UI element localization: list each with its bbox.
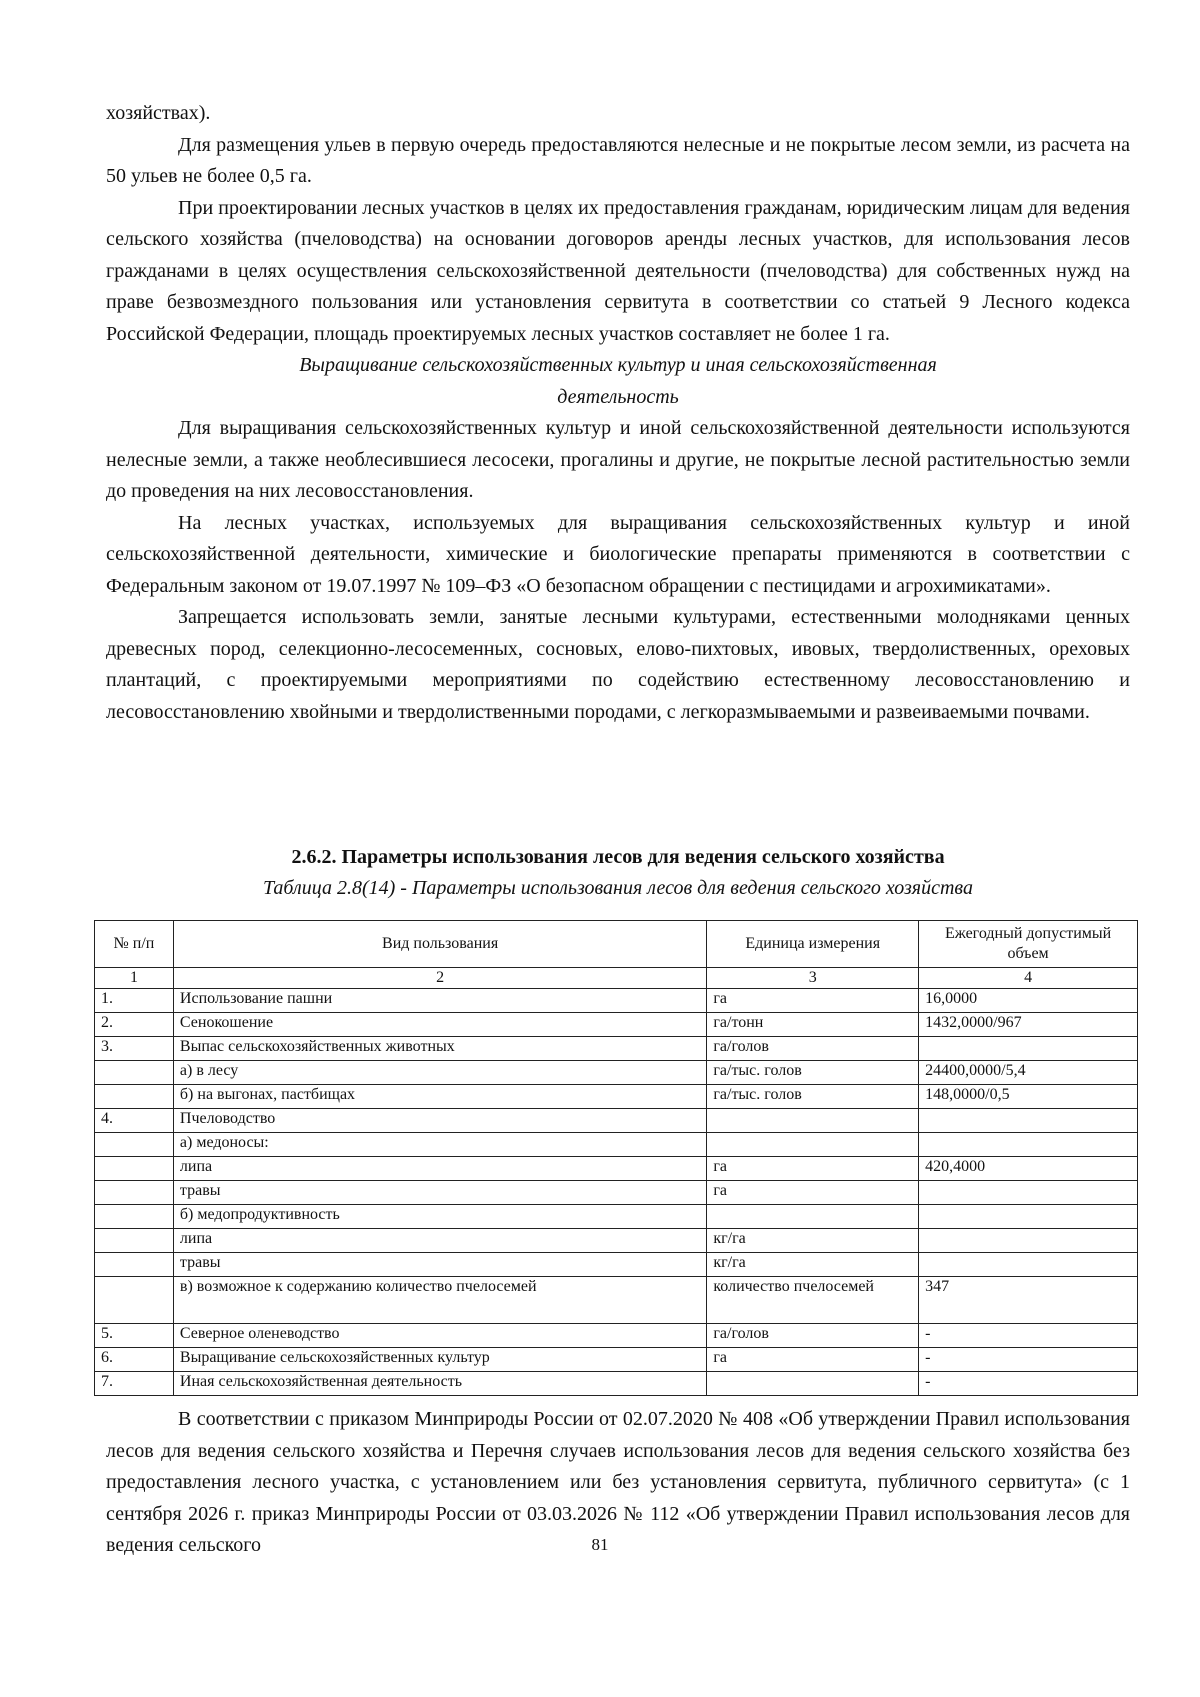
- table-cell: Сенокошение: [173, 1013, 706, 1037]
- parameters-table: [94, 920, 1138, 1396]
- table-caption: Таблица 2.8(14) - Параметры использования лесов для ведения сельского хозяйства: [263, 877, 973, 899]
- table-cell: га: [707, 1157, 919, 1181]
- column-number-cell: 2: [173, 968, 706, 989]
- table-cell: 420,4000: [919, 1157, 1138, 1181]
- page-number: 81: [591, 1535, 609, 1554]
- table-cell: -: [919, 1348, 1138, 1372]
- table-cell: [919, 1133, 1138, 1157]
- table-cell: Выращивание сельскохозяйственных культур: [173, 1348, 706, 1372]
- header-cell: Единица измерения: [707, 921, 919, 968]
- table-row: [95, 1037, 1138, 1061]
- table-row: [95, 1348, 1138, 1372]
- table-cell: кг/га: [707, 1229, 919, 1253]
- table-cell: [95, 1133, 174, 1157]
- table-row: [95, 1013, 1138, 1037]
- table-cell: 2.: [95, 1013, 174, 1037]
- table-cell: Северное оленеводство: [173, 1324, 706, 1348]
- table-cell: -: [919, 1324, 1138, 1348]
- table-cell: 347: [919, 1277, 1138, 1324]
- table-cell: травы: [173, 1253, 706, 1277]
- header-cell: Вид пользования: [173, 921, 706, 968]
- table-row: [95, 1277, 1138, 1324]
- table-cell: [95, 1253, 174, 1277]
- table-cell: [95, 1061, 174, 1085]
- table-cell: [919, 1037, 1138, 1061]
- table-cell: 24400,0000/5,4: [919, 1061, 1138, 1085]
- table-row: [95, 1229, 1138, 1253]
- table-cell: 148,0000/0,5: [919, 1085, 1138, 1109]
- table-cell: га/тыс. голов: [707, 1085, 919, 1109]
- text-block-top: [106, 98, 1130, 728]
- table-cell: га/голов: [707, 1324, 919, 1348]
- table-cell: га: [707, 1348, 919, 1372]
- table-cell: в) возможное к содержанию количество пчелосемей: [173, 1277, 706, 1324]
- table-cell: а) медоносы:: [173, 1133, 706, 1157]
- table-cell: га/тонн: [707, 1013, 919, 1037]
- table-cell: -: [919, 1372, 1138, 1396]
- column-number-cell: 1: [95, 968, 174, 989]
- table-cell: [919, 1109, 1138, 1133]
- table-cell: [707, 1133, 919, 1157]
- table-cell: [95, 1229, 174, 1253]
- table-cell: [707, 1372, 919, 1396]
- table-cell: [707, 1109, 919, 1133]
- table-row: [95, 1253, 1138, 1277]
- section-heading: 2.6.2. Параметры использования лесов для ведения сельского хозяйства: [291, 846, 945, 868]
- table-row: [95, 989, 1138, 1013]
- table-row: [95, 1109, 1138, 1133]
- table-cell: [919, 1205, 1138, 1229]
- table-cell: [95, 1277, 174, 1324]
- table-cell: 4.: [95, 1109, 174, 1133]
- table-row: [95, 1133, 1138, 1157]
- table-row: [95, 1157, 1138, 1181]
- table-cell: [95, 1085, 174, 1109]
- table-cell: а) в лесу: [173, 1061, 706, 1085]
- table-cell: 7.: [95, 1372, 174, 1396]
- table-cell: 6.: [95, 1348, 174, 1372]
- column-number-cell: 4: [919, 968, 1138, 989]
- table-cell: 16,0000: [919, 989, 1138, 1013]
- table-cell: кг/га: [707, 1253, 919, 1277]
- table-cell: б) медопродуктивность: [173, 1205, 706, 1229]
- table-cell: б) на выгонах, пастбищах: [173, 1085, 706, 1109]
- table-row: [95, 1372, 1138, 1396]
- table-cell: липа: [173, 1229, 706, 1253]
- paragraph: Запрещается использовать земли, занятые лесными культурами, естественными молодняками ценных древесных пород, селекционно-лесосеменных, сосновых, елово-пихтовых, ивовых, твердолиственных, ореховых плантаций, с проектируемыми мероприятиями по содействию естественному лесовосстановлению и лесовосстановлению хвойными и твердолиственными породами, с легкоразмываемыми и развеиваемыми почвами.: [106, 606, 1130, 723]
- table-cell: [95, 1205, 174, 1229]
- column-number-row: [95, 968, 1138, 989]
- column-number-cell: 3: [707, 968, 919, 989]
- table-cell: 1.: [95, 989, 174, 1013]
- paragraph: В соответствии с приказом Минприроды России от 02.07.2020 № 408 «Об утверждении Правил использования лесов для ведения сельского хозяйства и Перечня случаев использования лесов для ведения сельского хозяйства без предоставления лесного участка, с установлением или без установления сервитута, публичного сервитута» (с 1 сентября 2026 г. приказ Минприроды России от 03.03.2026 № 112 «Об утверждении Правил использования лесов для ведения сельского: [106, 1408, 1130, 1556]
- subheading: Выращивание сельскохозяйственных культур и иная сельскохозяйственная: [299, 354, 937, 376]
- table-cell: га/голов: [707, 1037, 919, 1061]
- table-cell: липа: [173, 1157, 706, 1181]
- subheading: деятельность: [557, 385, 679, 408]
- paragraph: На лесных участках, используемых для выращивания сельскохозяйственных культур и иной сельскохозяйственной деятельности, химические и биологические препараты применяются в соответствии с Федеральным законом от 19.07.1997 № 109–ФЗ «О безопасном обращении с пестицидами и агрохимикатами».: [106, 511, 1130, 597]
- header-cell: № п/п: [95, 921, 174, 968]
- table-cell: Выпас сельскохозяйственных животных: [173, 1037, 706, 1061]
- table-row: [95, 1061, 1138, 1085]
- table-row: [95, 1324, 1138, 1348]
- table-cell: 3.: [95, 1037, 174, 1061]
- table-row: [95, 1205, 1138, 1229]
- table-row: [95, 1181, 1138, 1205]
- table-cell: га: [707, 989, 919, 1013]
- table-cell: [95, 1181, 174, 1205]
- table-cell: количество пчелосемей: [707, 1277, 919, 1324]
- table-cell: Иная сельскохозяйственная деятельность: [173, 1372, 706, 1396]
- table-cell: га/тыс. голов: [707, 1061, 919, 1085]
- table-cell: Пчеловодство: [173, 1109, 706, 1133]
- header-cell: Ежегодный допустимый объем: [919, 921, 1138, 968]
- table-cell: [919, 1229, 1138, 1253]
- paragraph: Для выращивания сельскохозяйственных культур и иной сельскохозяйственной деятельности используются нелесные земли, а также необлесившиеся лесосеки, прогалины и другие, не покрытые лесной растительностью земли до проведения на них лесовосстановления.: [106, 417, 1130, 502]
- table-cell: [919, 1181, 1138, 1205]
- table-cell: га: [707, 1181, 919, 1205]
- table-cell: Использование пашни: [173, 989, 706, 1013]
- table-cell: [919, 1253, 1138, 1277]
- table-row: [95, 1085, 1138, 1109]
- paragraph: При проектировании лесных участков в целях их предоставления гражданам, юридическим лицам для ведения сельского хозяйства (пчеловодства) на основании договоров аренды лесных участков, для использования лесов гражданами в целях осуществления сельскохозяйственной деятельности (пчеловодства) для собственных нужд на праве безвозмездного пользования или установления сервитута в соответствии со статьей 9 Лесного кодекса Российской Федерации, площадь проектируемых лесных участков составляет не более 1 га.: [106, 196, 1130, 345]
- table-cell: [707, 1205, 919, 1229]
- table-cell: 5.: [95, 1324, 174, 1348]
- table-cell: травы: [173, 1181, 706, 1205]
- paragraph: хозяйствах).: [106, 102, 211, 124]
- table-cell: 1432,0000/967: [919, 1013, 1138, 1037]
- table-cell: [95, 1157, 174, 1181]
- paragraph: Для размещения ульев в первую очередь предоставляются нелесные и не покрытые лесом земли, из расчета на 50 ульев не более 0,5 га.: [106, 133, 1130, 187]
- table-header-row: [95, 921, 1138, 968]
